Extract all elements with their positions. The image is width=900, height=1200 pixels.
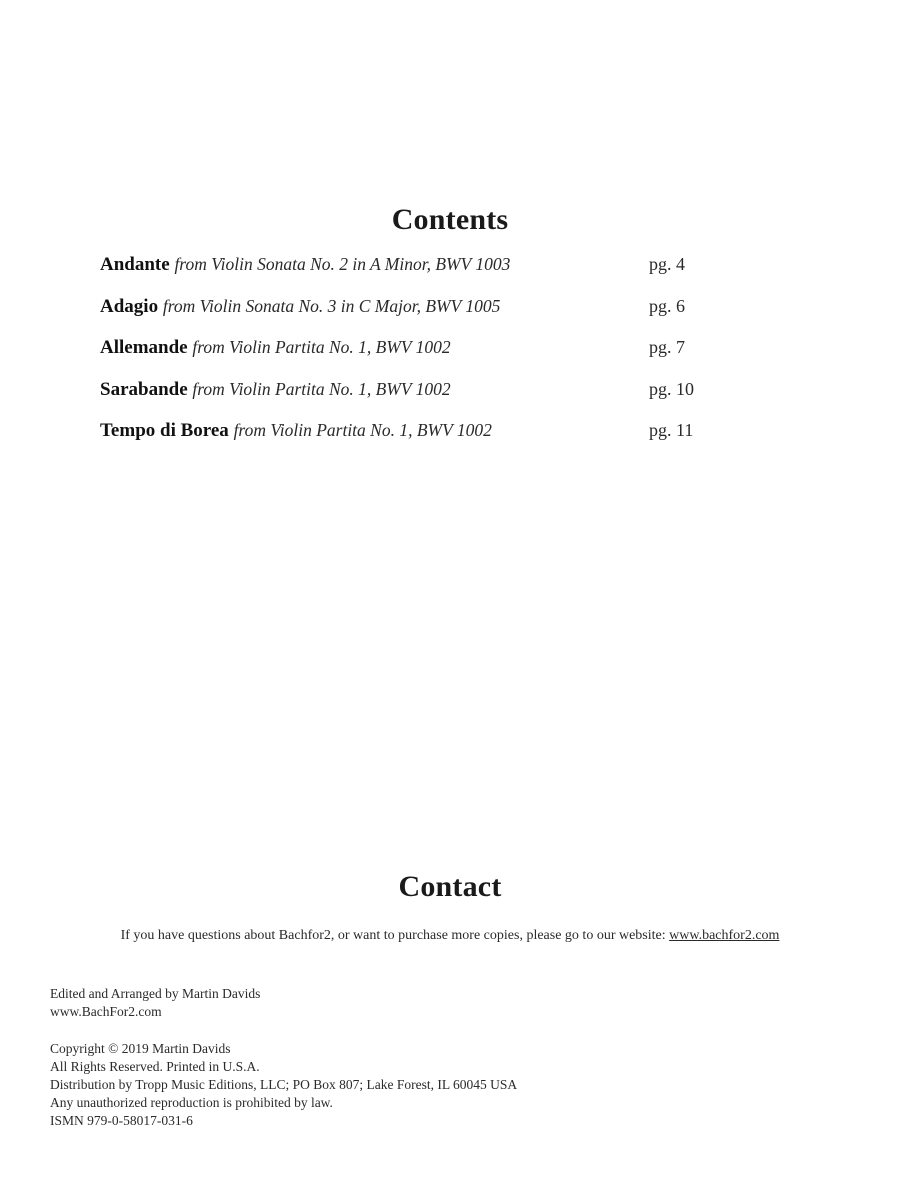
toc-entry — [100, 416, 740, 458]
toc-entry-page: pg. 10 — [649, 378, 694, 399]
distribution-text: Distribution by Tropp Music Editions, LLC; PO Box 807; Lake Forest, IL 60045 USA — [50, 1077, 518, 1092]
toc-entry-source: from Violin Partita No. 1, BWV 1002 — [192, 378, 451, 399]
credits-block — [50, 985, 260, 1021]
contents-heading: Contents — [391, 203, 509, 236]
toc-entry-page: pg. 4 — [649, 254, 685, 274]
toc-entry-title: Sarabande — [100, 378, 188, 400]
toc-entry-page: pg. 6 — [649, 295, 685, 316]
toc-entry-source: from Violin Sonata No. 2 in A Minor, BWV 1003 — [174, 254, 511, 274]
toc-entry-source: from Violin Partita No. 1, BWV 1002 — [233, 420, 492, 440]
contact-message: If you have questions about Bachfor2, or want to purchase more copies, please go to our website: — [120, 928, 666, 943]
toc-entry-title: Andante — [100, 254, 170, 275]
toc-entry-source: from Violin Partita No. 1, BWV 1002 — [192, 337, 451, 357]
credits-website-text: www.BachFor2.com — [50, 1004, 162, 1019]
contact-heading: Contact — [398, 870, 502, 903]
toc-entry-source: from Violin Sonata No. 3 in C Major, BWV 1005 — [162, 295, 501, 316]
toc-entry — [100, 292, 740, 334]
toc-entry — [100, 375, 740, 417]
contact-message-line — [0, 928, 900, 944]
table-of-contents — [100, 250, 740, 458]
rights-text: All Rights Reserved. Printed in U.S.A. — [50, 1059, 260, 1074]
edited-by-text: Edited and Arranged by Martin Davids — [50, 986, 261, 1001]
copyright-text: Copyright © 2019 Martin Davids — [50, 1041, 231, 1056]
legal-block — [50, 1040, 517, 1130]
toc-entry-title: Allemande — [100, 337, 188, 358]
toc-entry-title: Tempo di Borea — [100, 420, 229, 441]
toc-entry-title: Adagio — [100, 295, 159, 317]
reproduction-notice: Any unauthorized reproduction is prohibited by law. — [50, 1095, 333, 1110]
toc-entry-page: pg. 11 — [649, 420, 694, 440]
website-link[interactable]: www.bachfor2.com — [669, 928, 780, 943]
ismn-text: ISMN 979-0-58017-031-6 — [50, 1113, 193, 1128]
toc-entry-page: pg. 7 — [649, 337, 685, 357]
toc-entry — [100, 250, 740, 292]
toc-entry — [100, 333, 740, 375]
